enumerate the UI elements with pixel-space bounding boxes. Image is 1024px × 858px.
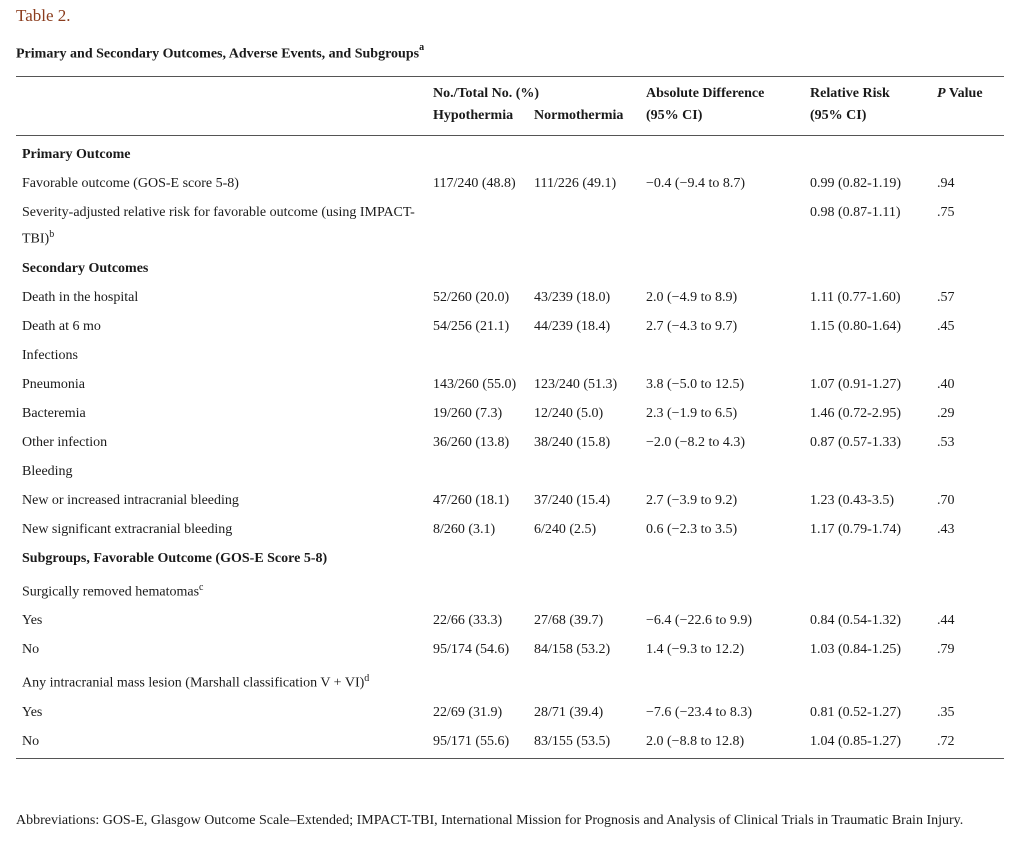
header-absdiff-label: Absolute Difference (646, 86, 765, 101)
row-label (16, 699, 427, 728)
row-label-text: Favorable outcome (GOS-E score 5-8) (22, 176, 239, 191)
cell-p-value: .94 (937, 176, 955, 191)
cell-absolute-difference: −6.4 (−22.6 to 9.9) (646, 613, 753, 629)
cell-hypothermia: 54/256 (21.1) (433, 318, 510, 334)
section-header-row (16, 136, 1004, 171)
row-label-text: Yes (22, 704, 43, 720)
cell-normothermia: 111/226 (49.1) (534, 176, 617, 191)
cell-p-value: .43 (937, 521, 955, 537)
cell-normothermia (528, 199, 640, 255)
table-row (16, 284, 1004, 313)
outcomes-table (16, 76, 1004, 759)
header-rr-label: Relative Risk (810, 86, 890, 101)
cell-absolute-difference (640, 199, 804, 255)
cell-p-value: .57 (937, 289, 955, 305)
section-header-row (16, 255, 1004, 284)
cell-relative-risk: 0.84 (0.54-1.32) (810, 613, 902, 629)
cell-hypothermia: 95/174 (54.6) (433, 642, 510, 658)
cell-hypothermia (427, 199, 528, 255)
cell-relative-risk: 1.07 (0.91-1.27) (810, 376, 902, 392)
row-label (16, 516, 427, 545)
header-p-rest: Value (945, 86, 983, 101)
cell-absolute-difference: 0.6 (−2.3 to 3.5) (646, 521, 738, 537)
cell-hypothermia: 47/260 (18.1) (433, 492, 510, 508)
cell-relative-risk (804, 342, 931, 371)
cell-p-value: .72 (937, 733, 955, 749)
cell-relative-risk: 1.17 (0.79-1.74) (810, 521, 902, 537)
table-row (16, 342, 1004, 371)
section-title: Primary Outcome (22, 147, 131, 162)
cell-p-value: .70 (937, 492, 955, 508)
cell-hypothermia (427, 574, 528, 608)
cell-relative-risk: 1.03 (0.84-1.25) (810, 642, 902, 658)
table-row (16, 699, 1004, 728)
row-footnote-marker[interactable]: d (364, 673, 370, 685)
header-group-label: No./Total No. (%) (433, 86, 540, 101)
row-label-text: Yes (22, 613, 43, 629)
cell-absolute-difference: 2.0 (−8.8 to 12.8) (646, 733, 745, 749)
cell-p-value (931, 458, 1004, 487)
header-empty (16, 77, 427, 106)
cell-hypothermia: 52/260 (20.0) (433, 289, 510, 305)
cell-absolute-difference (640, 665, 804, 699)
cell-normothermia (528, 342, 640, 371)
cell-relative-risk: 0.87 (0.57-1.33) (810, 434, 902, 450)
cell-p-value (931, 574, 1004, 608)
cell-relative-risk: 0.98 (0.87-1.11) (810, 205, 901, 220)
cell-relative-risk: 1.46 (0.72-2.95) (810, 405, 902, 421)
row-label-text: Death at 6 mo (22, 318, 101, 334)
header-hypothermia: Hypothermia (433, 108, 514, 123)
cell-normothermia: 43/239 (18.0) (534, 289, 611, 305)
row-label-text: Bacteremia (22, 405, 86, 421)
row-label-text: No (22, 642, 40, 658)
section-title: Subgroups, Favorable Outcome (GOS-E Score 5-8) (22, 550, 328, 566)
row-label (16, 636, 427, 665)
cell-relative-risk: 1.04 (0.85-1.27) (810, 733, 902, 749)
cell-absolute-difference: −0.4 (−9.4 to 8.7) (646, 176, 746, 191)
row-label (16, 199, 427, 255)
table-row (16, 516, 1004, 545)
row-footnote-marker[interactable]: b (49, 229, 55, 240)
table-caption (16, 44, 424, 63)
cell-p-value: .53 (937, 434, 955, 450)
cell-normothermia: 84/158 (53.2) (534, 642, 611, 658)
row-label-text: Other infection (22, 434, 108, 450)
table-row (16, 458, 1004, 487)
cell-normothermia: 6/240 (2.5) (534, 521, 597, 537)
row-label-text: Bleeding (22, 463, 73, 479)
row-label (16, 728, 427, 759)
header-absdiff-sub: (95% CI) (646, 108, 703, 123)
cell-hypothermia: 8/260 (3.1) (433, 521, 496, 537)
section-title: Secondary Outcomes (22, 260, 149, 276)
table-label: Table 2. (16, 6, 71, 25)
cell-absolute-difference: 2.7 (−4.3 to 9.7) (646, 318, 738, 334)
cell-p-value: .44 (937, 613, 955, 629)
cell-relative-risk (804, 458, 931, 487)
row-label (16, 574, 427, 608)
cell-normothermia: 83/155 (53.5) (534, 733, 611, 749)
cell-relative-risk (804, 574, 931, 608)
outcomes-table-container (16, 76, 1004, 759)
cell-absolute-difference (640, 458, 804, 487)
cell-normothermia: 38/240 (15.8) (534, 434, 611, 450)
table-body (16, 136, 1004, 759)
row-label (16, 429, 427, 458)
header-rr-sub: (95% CI) (810, 108, 867, 123)
cell-hypothermia: 143/260 (55.0) (433, 376, 517, 392)
cell-normothermia: 28/71 (39.4) (534, 704, 604, 720)
table-row (16, 371, 1004, 400)
cell-hypothermia: 36/260 (13.8) (433, 434, 510, 450)
row-label (16, 487, 427, 516)
cell-absolute-difference: −7.6 (−23.4 to 8.3) (646, 704, 753, 720)
cell-hypothermia (427, 458, 528, 487)
cell-normothermia: 37/240 (15.4) (534, 492, 611, 508)
row-label-text: Severity-adjusted relative risk for favorable outcome (using IMPACT-TBI) (22, 205, 415, 247)
row-label (16, 284, 427, 313)
row-label-text: Infections (22, 347, 78, 363)
row-label (16, 313, 427, 342)
cell-normothermia: 12/240 (5.0) (534, 405, 604, 421)
row-label (16, 665, 427, 699)
table-row (16, 400, 1004, 429)
row-label-text: New or increased intracranial bleeding (22, 492, 239, 508)
cell-absolute-difference: 2.7 (−3.9 to 9.2) (646, 492, 738, 508)
cell-hypothermia: 22/66 (33.3) (433, 613, 503, 629)
header-p-italic: P (937, 86, 946, 101)
row-label (16, 607, 427, 636)
cell-absolute-difference: 2.3 (−1.9 to 6.5) (646, 405, 738, 421)
cell-absolute-difference: 2.0 (−4.9 to 8.9) (646, 289, 738, 305)
row-label-text: Pneumonia (22, 376, 85, 392)
cell-hypothermia (427, 665, 528, 699)
table-row (16, 607, 1004, 636)
cell-absolute-difference: 1.4 (−9.3 to 12.2) (646, 642, 745, 658)
caption-footnote-marker[interactable]: a (419, 42, 425, 53)
row-label (16, 170, 427, 199)
cell-p-value (931, 665, 1004, 699)
section-header-row (16, 545, 1004, 574)
cell-p-value: .35 (937, 704, 955, 720)
cell-p-value: .29 (937, 405, 955, 421)
caption-text: Primary and Secondary Outcomes, Adverse Events, and Subgroups (16, 46, 420, 62)
table-header (16, 77, 1004, 136)
cell-hypothermia: 117/240 (48.8) (433, 176, 516, 191)
header-empty-2 (16, 105, 427, 136)
cell-relative-risk: 1.15 (0.80-1.64) (810, 318, 902, 334)
row-label (16, 400, 427, 429)
cell-hypothermia: 19/260 (7.3) (433, 405, 503, 421)
cell-absolute-difference (640, 342, 804, 371)
cell-normothermia (528, 665, 640, 699)
cell-p-value (931, 342, 1004, 371)
row-footnote-marker[interactable]: c (199, 581, 204, 593)
row-label (16, 342, 427, 371)
cell-relative-risk: 1.11 (0.77-1.60) (810, 289, 901, 305)
header-relative-risk (804, 77, 931, 136)
cell-hypothermia: 95/171 (55.6) (433, 733, 510, 749)
cell-relative-risk: 1.23 (0.43-3.5) (810, 492, 895, 508)
row-label-text: No (22, 733, 40, 749)
table-row (16, 313, 1004, 342)
cell-p-value: .79 (937, 642, 955, 658)
cell-normothermia: 123/240 (51.3) (534, 376, 618, 392)
row-label (16, 371, 427, 400)
cell-normothermia: 44/239 (18.4) (534, 318, 611, 334)
row-label-text: New significant extracranial bleeding (22, 521, 233, 537)
cell-normothermia: 27/68 (39.7) (534, 613, 604, 629)
header-normothermia: Normothermia (534, 108, 624, 123)
cell-relative-risk (804, 665, 931, 699)
cell-hypothermia: 22/69 (31.9) (433, 704, 503, 720)
table-row (16, 199, 1004, 255)
table-row (16, 636, 1004, 665)
row-label (16, 458, 427, 487)
cell-absolute-difference: −2.0 (−8.2 to 4.3) (646, 434, 746, 450)
row-label-text: Death in the hospital (22, 289, 139, 305)
table-row (16, 170, 1004, 199)
cell-relative-risk: 0.81 (0.52-1.27) (810, 704, 902, 720)
cell-absolute-difference (640, 574, 804, 608)
header-p-value (931, 77, 1004, 136)
cell-normothermia (528, 458, 640, 487)
cell-normothermia (528, 574, 640, 608)
table-row (16, 487, 1004, 516)
table-row (16, 429, 1004, 458)
row-label-text: Surgically removed hematomas (22, 584, 200, 600)
cell-hypothermia (427, 342, 528, 371)
cell-absolute-difference: 3.8 (−5.0 to 12.5) (646, 376, 745, 392)
header-absolute-difference (640, 77, 804, 136)
table-row (16, 574, 1004, 608)
row-label-text: Any intracranial mass lesion (Marshall classification V + VI) (22, 675, 365, 691)
table-row (16, 728, 1004, 759)
cell-relative-risk: 0.99 (0.82-1.19) (810, 176, 902, 191)
table-row (16, 665, 1004, 699)
cell-p-value: .45 (937, 318, 955, 334)
table-footnote: Abbreviations: GOS-E, Glasgow Outcome Scale–Extended; IMPACT-TBI, International Mission for Prognosis and Analysis of Clinical Trials in Traumatic Brain Injury. (16, 813, 964, 828)
cell-p-value: .75 (937, 205, 955, 220)
cell-p-value: .40 (937, 376, 955, 392)
